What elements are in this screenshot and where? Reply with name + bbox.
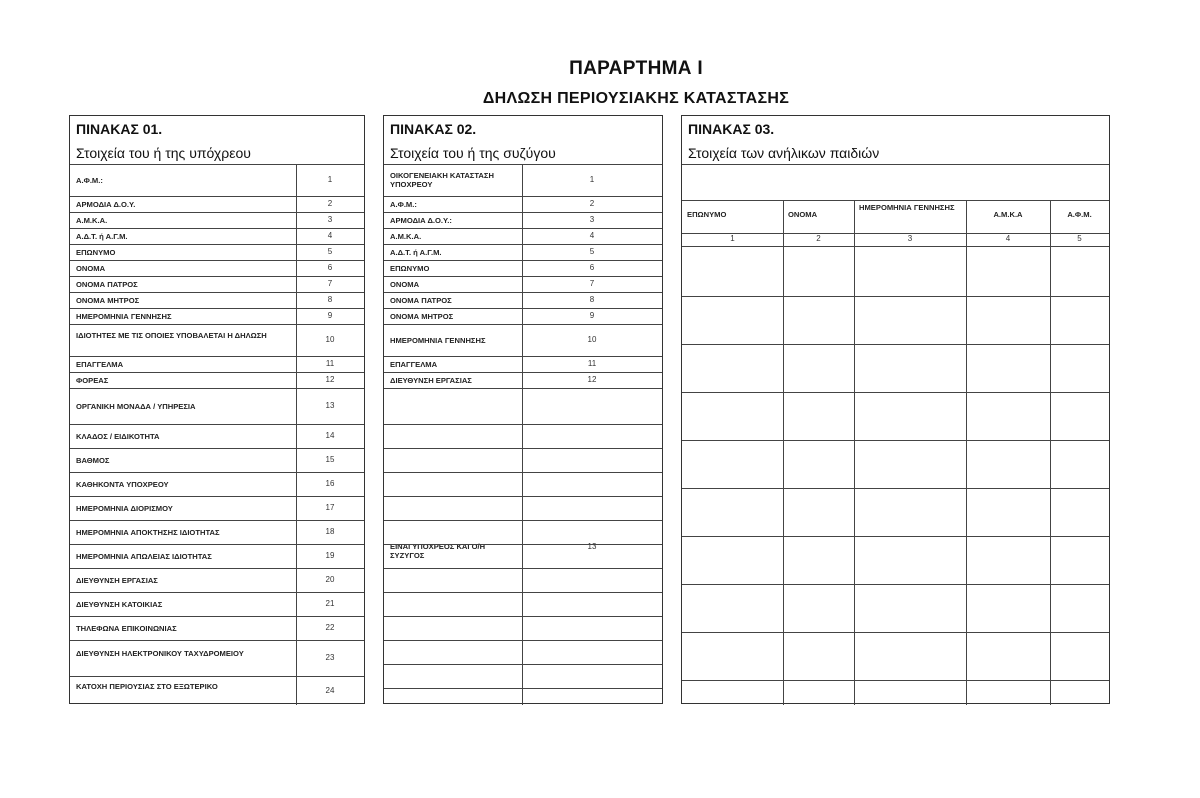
table-03-column-header: ΟΝΟΜΑ — [788, 210, 818, 219]
table-row — [70, 276, 364, 292]
table-02-field-label: ΑΡΜΟΔΙΑ Δ.Ο.Υ.: — [390, 215, 452, 225]
table-01-field-number: 6 — [327, 263, 333, 272]
table-03-column-divider — [783, 200, 784, 705]
table-row — [70, 520, 364, 544]
table-01-field-number: 17 — [325, 503, 335, 512]
empty-row-divider — [682, 296, 1109, 297]
table-03-column-divider — [854, 200, 855, 705]
table-01-name: ΠΙΝΑΚΑΣ 01. — [76, 121, 163, 137]
empty-row-divider — [384, 688, 662, 689]
table-03-heading-divider — [682, 164, 1109, 165]
empty-row-divider — [682, 632, 1109, 633]
table-02-field-label: ΕΠΩΝΥΜΟ — [390, 263, 430, 273]
table-01-field-label: ΗΜΕΡΟΜΗΝΙΑ ΔΙΟΡΙΣΜΟΥ — [76, 503, 173, 513]
table-row — [70, 356, 364, 372]
table-row — [70, 424, 364, 448]
table-row — [70, 164, 364, 196]
table-01-field-number: 21 — [325, 599, 335, 608]
table-02-field-number: 8 — [589, 295, 595, 304]
table-row — [384, 244, 662, 260]
table-02-field-number: 1 — [589, 175, 595, 184]
empty-row-divider — [682, 440, 1109, 441]
table-01-field-label: ΒΑΘΜΟΣ — [76, 455, 110, 465]
table-02-field-label: ΕΠΑΓΓΕΛΜΑ — [390, 359, 438, 369]
table-row — [384, 356, 662, 372]
table-row — [384, 228, 662, 244]
table-row — [70, 324, 364, 356]
annex-title: ΠΑΡΑΡΤΗΜΑ Ι — [569, 58, 703, 79]
table-row — [70, 676, 364, 705]
table-01-field-number: 23 — [325, 653, 335, 662]
table-01-field-number: 11 — [325, 359, 335, 368]
table-02-name: ΠΙΝΑΚΑΣ 02. — [390, 121, 477, 137]
table-02-field-label: ΟΝΟΜΑ — [390, 279, 420, 289]
table-02-field-number: 7 — [589, 279, 595, 288]
empty-row-divider — [384, 544, 662, 545]
table-02-field-label: ΕΙΝΑΙ ΥΠΟΧΡΕΟΣ ΚΑΙ Ο/Η ΣΥΖΥΓΟΣ — [390, 542, 486, 560]
table-01-field-number: 12 — [325, 375, 335, 384]
table-01-field-label: ΔΙΕΥΘΥΝΣΗ ΗΛΕΚΤΡΟΝΙΚΟΥ ΤΑΧΥΔΡΟΜΕΙΟΥ — [76, 649, 244, 658]
empty-row-divider — [384, 664, 662, 665]
table-03-gap-divider — [682, 200, 1109, 201]
empty-row-divider — [682, 344, 1109, 345]
table-row — [384, 324, 662, 356]
table-01-field-label: ΗΜΕΡΟΜΗΝΙΑ ΓΕΝΝΗΣΗΣ — [76, 311, 172, 321]
table-02-field-label: ΟΝΟΜΑ ΜΗΤΡΟΣ — [390, 311, 454, 321]
empty-row-divider — [384, 424, 662, 425]
empty-row-divider — [384, 640, 662, 641]
table-row — [70, 244, 364, 260]
empty-row-divider — [682, 536, 1109, 537]
table-01-field-label: ΤΗΛΕΦΩΝΑ ΕΠΙΚΟΙΝΩΝΙΑΣ — [76, 623, 177, 633]
empty-row-divider — [384, 520, 662, 521]
table-row — [70, 372, 364, 388]
table-02-field-number: 2 — [589, 199, 595, 208]
table-01-field-number: 3 — [327, 215, 333, 224]
table-01-field-label: Α.Δ.Τ. ή Α.Γ.Μ. — [76, 231, 128, 241]
table-02-field-number: 13 — [587, 541, 597, 551]
empty-row-divider — [682, 584, 1109, 585]
table-row — [70, 616, 364, 640]
table-03-column-number: 4 — [1005, 234, 1011, 243]
table-01-field-label: ΔΙΕΥΘΥΝΣΗ ΕΡΓΑΣΙΑΣ — [76, 575, 158, 585]
table-row — [70, 292, 364, 308]
table-03-column-divider — [1050, 200, 1051, 705]
table-03-name: ΠΙΝΑΚΑΣ 03. — [688, 121, 775, 137]
declaration-title: ΔΗΛΩΣΗ ΠΕΡΙΟΥΣΙΑΚΗΣ ΚΑΤΑΣΤΑΣΗΣ — [482, 90, 790, 107]
empty-row-divider — [682, 392, 1109, 393]
table-02-field-label: ΗΜΕΡΟΜΗΝΙΑ ΓΕΝΝΗΣΗΣ — [390, 335, 486, 345]
table-01-field-label: ΔΙΕΥΘΥΝΣΗ ΚΑΤΟΙΚΙΑΣ — [76, 599, 163, 609]
table-02-field-number: 11 — [587, 359, 597, 368]
table-01-field-number: 14 — [325, 431, 335, 440]
table-03-column-header: ΕΠΩΝΥΜΟ — [687, 210, 727, 219]
table-row — [70, 388, 364, 424]
table-row — [384, 164, 662, 196]
table-03 — [681, 115, 1110, 704]
table-02-field-number: 6 — [589, 263, 595, 272]
table-01-field-label: ΗΜΕΡΟΜΗΝΙΑ ΑΠΟΚΤΗΣΗΣ ΙΔΙΟΤΗΤΑΣ — [76, 527, 220, 537]
table-row — [70, 260, 364, 276]
table-row — [70, 568, 364, 592]
table-01-field-number: 4 — [327, 231, 333, 240]
table-01-field-number: 8 — [327, 295, 333, 304]
table-02-field-number: 9 — [589, 311, 595, 320]
table-01-field-label: ΚΑΤΟΧΗ ΠΕΡΙΟΥΣΙΑΣ ΣΤΟ ΕΞΩΤΕΡΙΚΟ — [76, 681, 218, 691]
table-01-field-number: 18 — [325, 527, 335, 536]
table-02-field-number: 4 — [589, 231, 595, 240]
empty-row-divider — [384, 616, 662, 617]
table-row — [70, 448, 364, 472]
table-01-field-number: 10 — [325, 335, 335, 344]
table-01-field-number: 7 — [327, 279, 333, 288]
table-03-column-number: 3 — [907, 234, 913, 243]
table-01-field-label: ΕΠΩΝΥΜΟ — [76, 247, 116, 257]
table-01-field-number: 15 — [325, 455, 335, 464]
table-01-field-number: 5 — [327, 247, 333, 256]
table-01-field-label: ΙΔΙΟΤΗΤΕΣ ΜΕ ΤΙΣ ΟΠΟΙΕΣ ΥΠΟΒΑΛΕΤΑΙ Η ΔΗΛΩΣΗ — [76, 331, 267, 340]
table-02 — [383, 115, 663, 704]
table-row — [384, 388, 662, 705]
table-row — [70, 308, 364, 324]
table-01-field-number: 22 — [325, 623, 335, 632]
table-01-field-label: ΟΝΟΜΑ ΠΑΤΡΟΣ — [76, 279, 138, 289]
table-01-field-label: ΟΡΓΑΝΙΚΗ ΜΟΝΑΔΑ / ΥΠΗΡΕΣΙΑ — [76, 401, 196, 411]
empty-row-divider — [384, 592, 662, 593]
empty-row-divider — [384, 472, 662, 473]
table-01-field-label: ΦΟΡΕΑΣ — [76, 375, 109, 385]
table-01-field-number: 9 — [327, 311, 333, 320]
table-row — [384, 308, 662, 324]
table-01-field-label: ΚΛΑΔΟΣ / ΕΙΔΙΚΟΤΗΤΑ — [76, 431, 160, 441]
table-01-field-label: ΕΠΑΓΓΕΛΜΑ — [76, 359, 124, 369]
table-03-column-header: Α.Μ.Κ.Α — [993, 210, 1023, 219]
table-row — [70, 212, 364, 228]
table-row — [384, 212, 662, 228]
table-01-field-number: 13 — [325, 401, 335, 410]
table-01-field-label: ΗΜΕΡΟΜΗΝΙΑ ΑΠΩΛΕΙΑΣ ΙΔΙΟΤΗΤΑΣ — [76, 551, 212, 561]
table-03-caption: Στοιχεία των ανήλικων παιδιών — [688, 145, 880, 161]
table-02-field-label: Α.Μ.Κ.Α. — [390, 231, 422, 241]
empty-row-divider — [682, 680, 1109, 681]
table-row — [70, 472, 364, 496]
table-row — [70, 640, 364, 676]
table-02-field-label: ΔΙΕΥΘΥΝΣΗ ΕΡΓΑΣΙΑΣ — [390, 375, 472, 385]
table-03-column-number: 2 — [816, 234, 821, 243]
table-03-column-number: 1 — [730, 234, 735, 243]
table-01-caption: Στοιχεία του ή της υπόχρεου — [76, 145, 251, 161]
empty-row-divider — [384, 496, 662, 497]
table-row — [70, 592, 364, 616]
table-02-field-label: ΟΝΟΜΑ ΠΑΤΡΟΣ — [390, 295, 452, 305]
table-02-field-number: 3 — [589, 215, 595, 224]
table-01-field-number: 24 — [325, 685, 335, 695]
table-03-column-divider — [966, 200, 967, 705]
table-01-field-number: 16 — [325, 479, 335, 488]
table-02-field-label: Α.Φ.Μ.: — [390, 199, 417, 209]
table-01-field-label: Α.Φ.Μ.: — [76, 175, 103, 185]
table-row — [384, 260, 662, 276]
table-01-field-label: ΚΑΘΗΚΟΝΤΑ ΥΠΟΧΡΕΟΥ — [76, 479, 169, 489]
table-row — [384, 372, 662, 388]
table-02-caption: Στοιχεία του ή της συζύγου — [390, 145, 556, 161]
table-03-column-header: Α.Φ.Μ. — [1067, 210, 1092, 219]
table-02-field-number: 10 — [587, 335, 597, 344]
table-row — [70, 496, 364, 520]
table-01-field-number: 20 — [325, 575, 335, 584]
table-01-field-label: ΑΡΜΟΔΙΑ Δ.Ο.Υ. — [76, 199, 136, 209]
table-row — [384, 276, 662, 292]
table-01-field-number: 19 — [325, 551, 335, 560]
table-01 — [69, 115, 365, 704]
empty-row-divider — [384, 448, 662, 449]
table-02-field-number: 5 — [589, 247, 595, 256]
table-02-field-label: ΟΙΚΟΓΕΝΕΙΑΚΗ ΚΑΤΑΣΤΑΣΗ ΥΠΟΧΡΕΟΥ — [390, 171, 494, 189]
table-02-field-label: Α.Δ.Τ. ή Α.Γ.Μ. — [390, 247, 442, 257]
table-row — [70, 196, 364, 212]
empty-row-divider — [682, 488, 1109, 489]
table-03-column-header: ΗΜΕΡΟΜΗΝΙΑ ΓΕΝΝΗΣΗΣ — [859, 203, 955, 212]
table-03-body-divider — [682, 246, 1109, 247]
table-01-field-label: ΟΝΟΜΑ — [76, 263, 106, 273]
table-02-field-number: 12 — [587, 375, 597, 384]
table-01-field-label: Α.Μ.Κ.Α. — [76, 215, 108, 225]
table-row — [70, 544, 364, 568]
table-row — [70, 228, 364, 244]
table-row — [384, 196, 662, 212]
empty-row-divider — [384, 568, 662, 569]
table-01-field-number: 1 — [327, 175, 333, 184]
table-03-column-number: 5 — [1077, 234, 1082, 243]
table-01-field-number: 2 — [327, 199, 333, 208]
table-01-field-label: ΟΝΟΜΑ ΜΗΤΡΟΣ — [76, 295, 140, 305]
table-row — [384, 292, 662, 308]
